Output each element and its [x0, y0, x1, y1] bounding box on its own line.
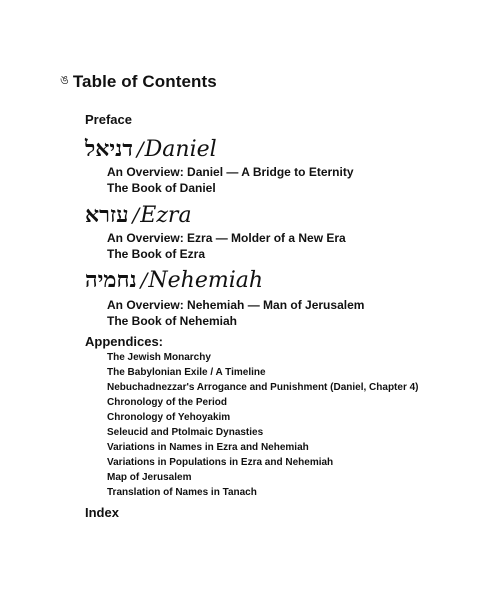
toc-entry[interactable]: The Book of Nehemiah — [107, 314, 238, 328]
toc-heading — [60, 72, 217, 92]
appendix-item[interactable]: Seleucid and Ptolmaic Dynasties — [107, 427, 264, 438]
toc-entry-preface[interactable]: Preface — [85, 112, 132, 127]
book-title-hebrew: נחמיה — [85, 267, 137, 293]
book-title-hebrew: דניאל — [85, 136, 133, 162]
appendix-item[interactable]: Variations in Populations in Ezra and Nehemiah — [107, 457, 334, 468]
page-title: Table of Contents — [72, 72, 217, 91]
appendix-item[interactable]: Chronology of the Period — [107, 397, 227, 408]
toc-entry-index[interactable]: Index — [85, 505, 119, 520]
book-title-daniel[interactable] — [85, 136, 217, 162]
toc-entry[interactable]: An Overview: Nehemiah — Man of Jerusalem — [107, 298, 365, 312]
book-title-separator: / — [140, 268, 148, 292]
book-title-separator: / — [132, 203, 140, 227]
ornament-icon: ঙ — [60, 73, 69, 87]
toc-entry[interactable]: The Book of Daniel — [107, 181, 216, 195]
book-title-hebrew: עזרא — [85, 202, 129, 228]
book-title-nehemiah[interactable] — [85, 267, 263, 293]
book-items-ezra — [107, 230, 346, 262]
book-title-english: Daniel — [144, 137, 217, 162]
appendices-label: Appendices: — [85, 334, 164, 349]
appendix-item[interactable]: The Jewish Monarchy — [107, 352, 211, 363]
book-title-english: Ezra — [140, 203, 192, 228]
toc-entry[interactable]: An Overview: Ezra — Molder of a New Era — [107, 231, 346, 245]
appendices-list — [107, 350, 419, 500]
toc-entry[interactable]: The Book of Ezra — [107, 247, 206, 261]
book-title-separator: / — [136, 137, 144, 161]
appendix-item[interactable]: Variations in Names in Ezra and Nehemiah — [107, 442, 309, 453]
book-title-english: Nehemiah — [148, 268, 264, 293]
appendix-item[interactable]: The Babylonian Exile / A Timeline — [107, 367, 266, 378]
appendix-item[interactable]: Chronology of Yehoyakim — [107, 412, 231, 423]
toc-entry[interactable]: An Overview: Daniel — A Bridge to Eternity — [107, 165, 354, 179]
book-title-ezra[interactable] — [85, 202, 192, 228]
appendix-item[interactable]: Nebuchadnezzar's Arrogance and Punishment (Daniel, Chapter 4) — [107, 382, 419, 393]
book-items-nehemiah — [107, 297, 364, 329]
appendix-item[interactable]: Translation of Names in Tanach — [107, 487, 257, 498]
book-items-daniel — [107, 164, 354, 196]
appendix-item[interactable]: Map of Jerusalem — [107, 472, 192, 483]
